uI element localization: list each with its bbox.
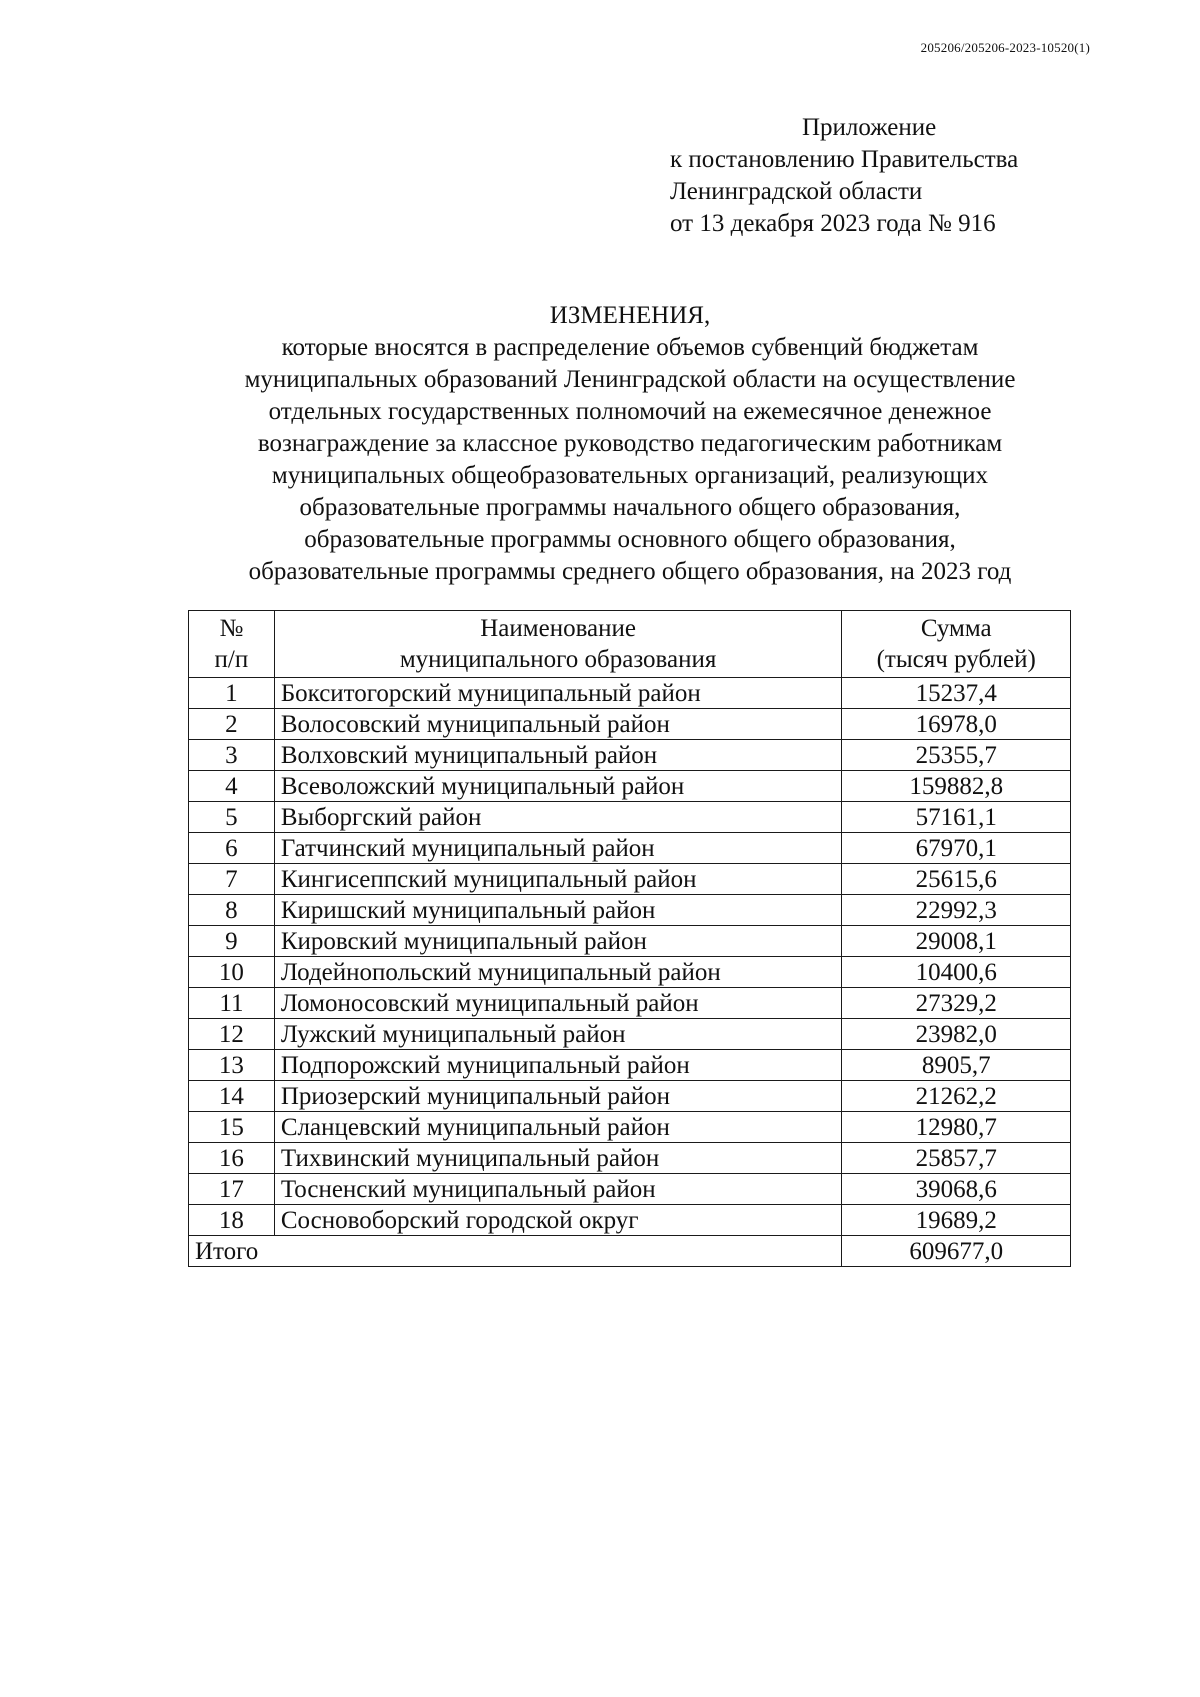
- row-municipality: Лужский муниципальный район: [274, 1019, 842, 1050]
- row-number: 17: [189, 1174, 275, 1205]
- table-row: [189, 740, 1071, 771]
- row-municipality: Подпорожский муниципальный район: [274, 1050, 842, 1081]
- header-sum-line1: Сумма: [920, 615, 992, 642]
- table-row: [189, 1019, 1071, 1050]
- row-sum: 67970,1: [842, 833, 1071, 864]
- header-sum: [842, 611, 1071, 678]
- row-number: 16: [189, 1143, 275, 1174]
- appendix-line: Ленинградской области: [670, 178, 923, 205]
- header-sum-line2: (тысяч рублей): [876, 646, 1036, 673]
- row-sum: 57161,1: [842, 802, 1071, 833]
- row-number: 5: [189, 802, 275, 833]
- table-row: [189, 1143, 1071, 1174]
- appendix-block: [670, 112, 1018, 240]
- total-sum: 609677,0: [842, 1236, 1071, 1267]
- row-number: 6: [189, 833, 275, 864]
- appendix-date-number: от 13 декабря 2023 года № 916: [670, 210, 996, 237]
- row-number: 2: [189, 709, 275, 740]
- heading-line: муниципальных образований Ленинградской области на осуществление: [244, 366, 1016, 393]
- table-row: [189, 988, 1071, 1019]
- row-sum: 39068,6: [842, 1174, 1071, 1205]
- heading-line: образовательные программы начального общего образования,: [299, 494, 961, 521]
- table-row: [189, 1112, 1071, 1143]
- row-number: 14: [189, 1081, 275, 1112]
- row-number: 4: [189, 771, 275, 802]
- document-number: 205206/205206-2023-10520(1): [920, 40, 1090, 55]
- row-sum: 16978,0: [842, 709, 1071, 740]
- table-header-row: [189, 611, 1071, 678]
- row-municipality: Киришский муниципальный район: [274, 895, 842, 926]
- heading-line: муниципальных общеобразовательных организаций, реализующих: [271, 462, 989, 489]
- row-municipality: Ломоносовский муниципальный район: [274, 988, 842, 1019]
- row-number: 3: [189, 740, 275, 771]
- row-municipality: Волховский муниципальный район: [274, 740, 842, 771]
- row-number: 12: [189, 1019, 275, 1050]
- heading-line: вознаграждение за классное руководство педагогическим работникам: [257, 430, 1003, 457]
- table-row: [189, 833, 1071, 864]
- row-municipality: Всеволожский муниципальный район: [274, 771, 842, 802]
- heading-line: отдельных государственных полномочий на ежемесячное денежное: [268, 398, 992, 425]
- appendix-title: Приложение: [802, 114, 937, 141]
- heading-line: образовательные программы основного общего образования,: [304, 526, 956, 553]
- row-municipality: Приозерский муниципальный район: [274, 1081, 842, 1112]
- table-row: [189, 771, 1071, 802]
- row-number: 8: [189, 895, 275, 926]
- table-row: [189, 1205, 1071, 1236]
- table-row: [189, 864, 1071, 895]
- row-number: 7: [189, 864, 275, 895]
- row-municipality: Бокситогорский муниципальный район: [274, 678, 842, 709]
- row-municipality: Лодейнопольский муниципальный район: [274, 957, 842, 988]
- header-name-line1: Наименование: [480, 615, 636, 642]
- row-municipality: Гатчинский муниципальный район: [274, 833, 842, 864]
- row-municipality: Выборгский район: [274, 802, 842, 833]
- header-name: [274, 611, 842, 678]
- row-number: 13: [189, 1050, 275, 1081]
- header-number: [189, 611, 275, 678]
- header-number-line2: п/п: [214, 646, 249, 673]
- document-heading: [150, 300, 1110, 588]
- table-row: [189, 895, 1071, 926]
- header-number-line1: №: [219, 615, 244, 642]
- row-sum: 159882,8: [842, 771, 1071, 802]
- heading-line: которые вносятся в распределение объемов субвенций бюджетам: [281, 334, 979, 361]
- appendix-line: к постановлению Правительства: [670, 146, 1019, 173]
- row-sum: 25355,7: [842, 740, 1071, 771]
- row-number: 18: [189, 1205, 275, 1236]
- row-sum: 22992,3: [842, 895, 1071, 926]
- row-number: 11: [189, 988, 275, 1019]
- heading-line: образовательные программы среднего общего образования, на 2023 год: [248, 558, 1012, 585]
- table-row: [189, 709, 1071, 740]
- row-sum: 8905,7: [842, 1050, 1071, 1081]
- row-sum: 25615,6: [842, 864, 1071, 895]
- row-sum: 23982,0: [842, 1019, 1071, 1050]
- row-sum: 21262,2: [842, 1081, 1071, 1112]
- row-sum: 19689,2: [842, 1205, 1071, 1236]
- row-sum: 10400,6: [842, 957, 1071, 988]
- allocation-table: [188, 610, 1071, 1267]
- row-number: 15: [189, 1112, 275, 1143]
- heading-title: ИЗМЕНЕНИЯ,: [549, 302, 711, 329]
- row-municipality: Тосненский муниципальный район: [274, 1174, 842, 1205]
- table-row: [189, 802, 1071, 833]
- row-municipality: Тихвинский муниципальный район: [274, 1143, 842, 1174]
- table-total-row: [189, 1236, 1071, 1267]
- table-row: [189, 1174, 1071, 1205]
- table-row: [189, 678, 1071, 709]
- row-number: 9: [189, 926, 275, 957]
- row-sum: 12980,7: [842, 1112, 1071, 1143]
- row-sum: 25857,7: [842, 1143, 1071, 1174]
- header-name-line2: муниципального образования: [399, 646, 717, 673]
- row-municipality: Кировский муниципальный район: [274, 926, 842, 957]
- row-municipality: Волосовский муниципальный район: [274, 709, 842, 740]
- table-row: [189, 1081, 1071, 1112]
- row-sum: 29008,1: [842, 926, 1071, 957]
- row-municipality: Сосновоборский городской округ: [274, 1205, 842, 1236]
- row-sum: 27329,2: [842, 988, 1071, 1019]
- row-number: 10: [189, 957, 275, 988]
- row-sum: 15237,4: [842, 678, 1071, 709]
- table-row: [189, 957, 1071, 988]
- table-row: [189, 1050, 1071, 1081]
- total-label: Итого: [189, 1236, 842, 1267]
- row-municipality: Сланцевский муниципальный район: [274, 1112, 842, 1143]
- table-row: [189, 926, 1071, 957]
- row-municipality: Кингисеппский муниципальный район: [274, 864, 842, 895]
- row-number: 1: [189, 678, 275, 709]
